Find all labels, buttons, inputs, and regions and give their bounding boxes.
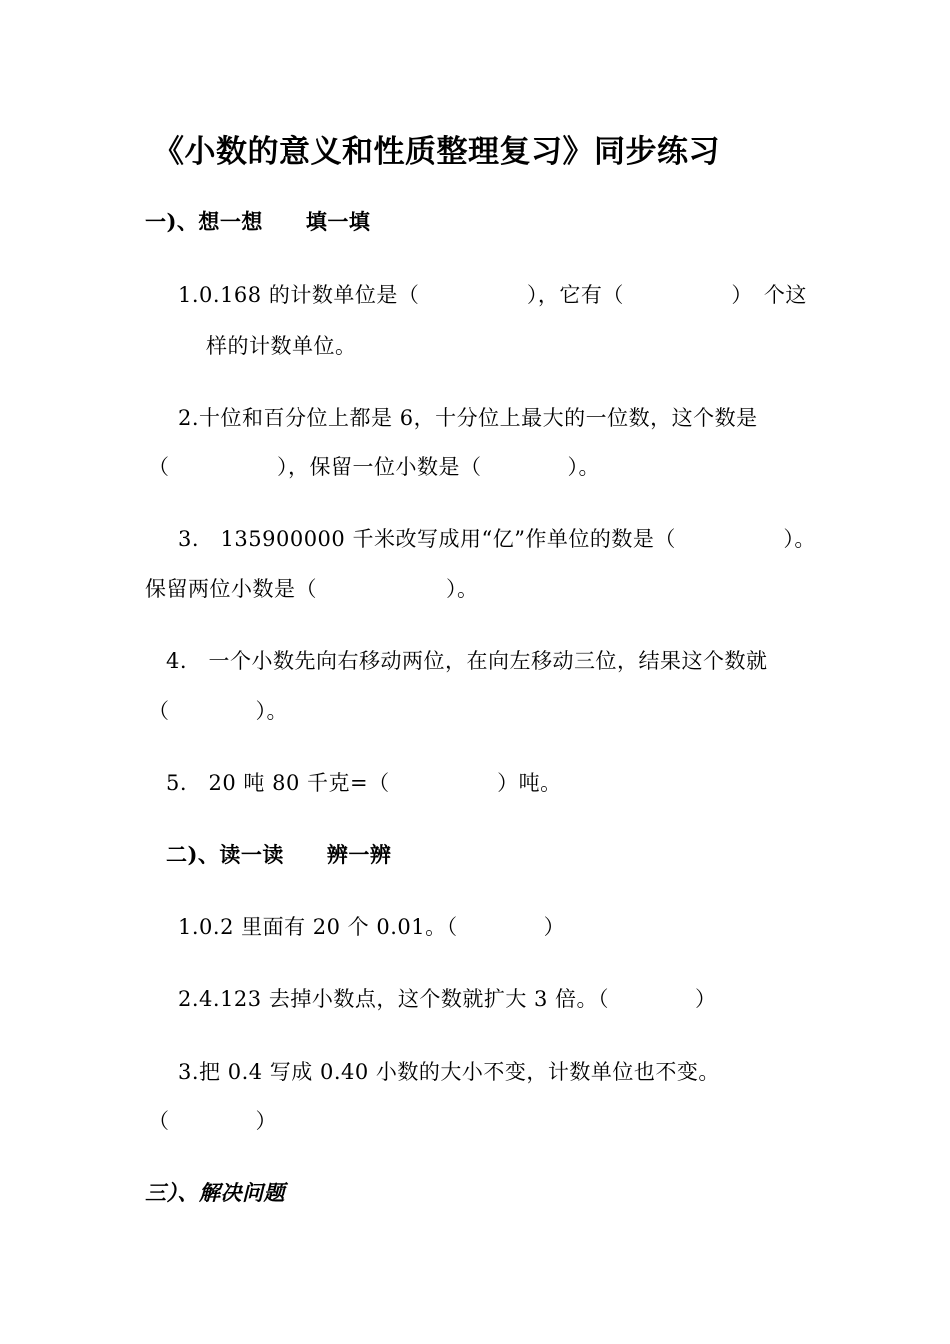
question-2-line-2: （ ），保留一位小数是（ ）。 [148,455,600,479]
section-heading-3: 三）、解决问题 [145,1180,285,1205]
question-1-line-2: 样的计数单位。 [206,334,357,358]
question-4-line-2: （ ）。 [148,699,288,723]
page-title: 《小数的意义和性质整理复习》同步练习 [153,134,720,170]
question-3-line-1: 3. 135900000 千米改写成用“亿”作单位的数是（ ）。 [178,527,816,551]
judge-1-line-1: 1.0.2 里面有 20 个 0.01。（ ） [178,915,566,939]
judge-2-line-1: 2.4.123 去掉小数点，这个数就扩大 3 倍。（ ） [178,987,717,1011]
question-4-line-1: 4. 一个小数先向右移动两位，在向左移动三位，结果这个数就 [166,649,768,673]
section-heading-2: 二)、读一读 辨一辨 [166,842,392,867]
judge-3-line-2: （ ） [148,1109,277,1133]
question-2-line-1: 2.十位和百分位上都是 6，十分位上最大的一位数，这个数是 [178,406,758,430]
question-1-line-1: 1.0.168 的计数单位是（ ），它有（ ） 个这 [178,283,807,307]
judge-3-line-1: 3.把 0.4 写成 0.40 小数的大小不变，计数单位也不变。 [178,1060,720,1084]
section-heading-1: 一)、想一想 填一填 [145,209,371,234]
question-5-line-1: 5. 20 吨 80 千克=（ ）吨。 [166,771,562,795]
question-3-line-2: 保留两位小数是（ ）。 [145,577,479,601]
